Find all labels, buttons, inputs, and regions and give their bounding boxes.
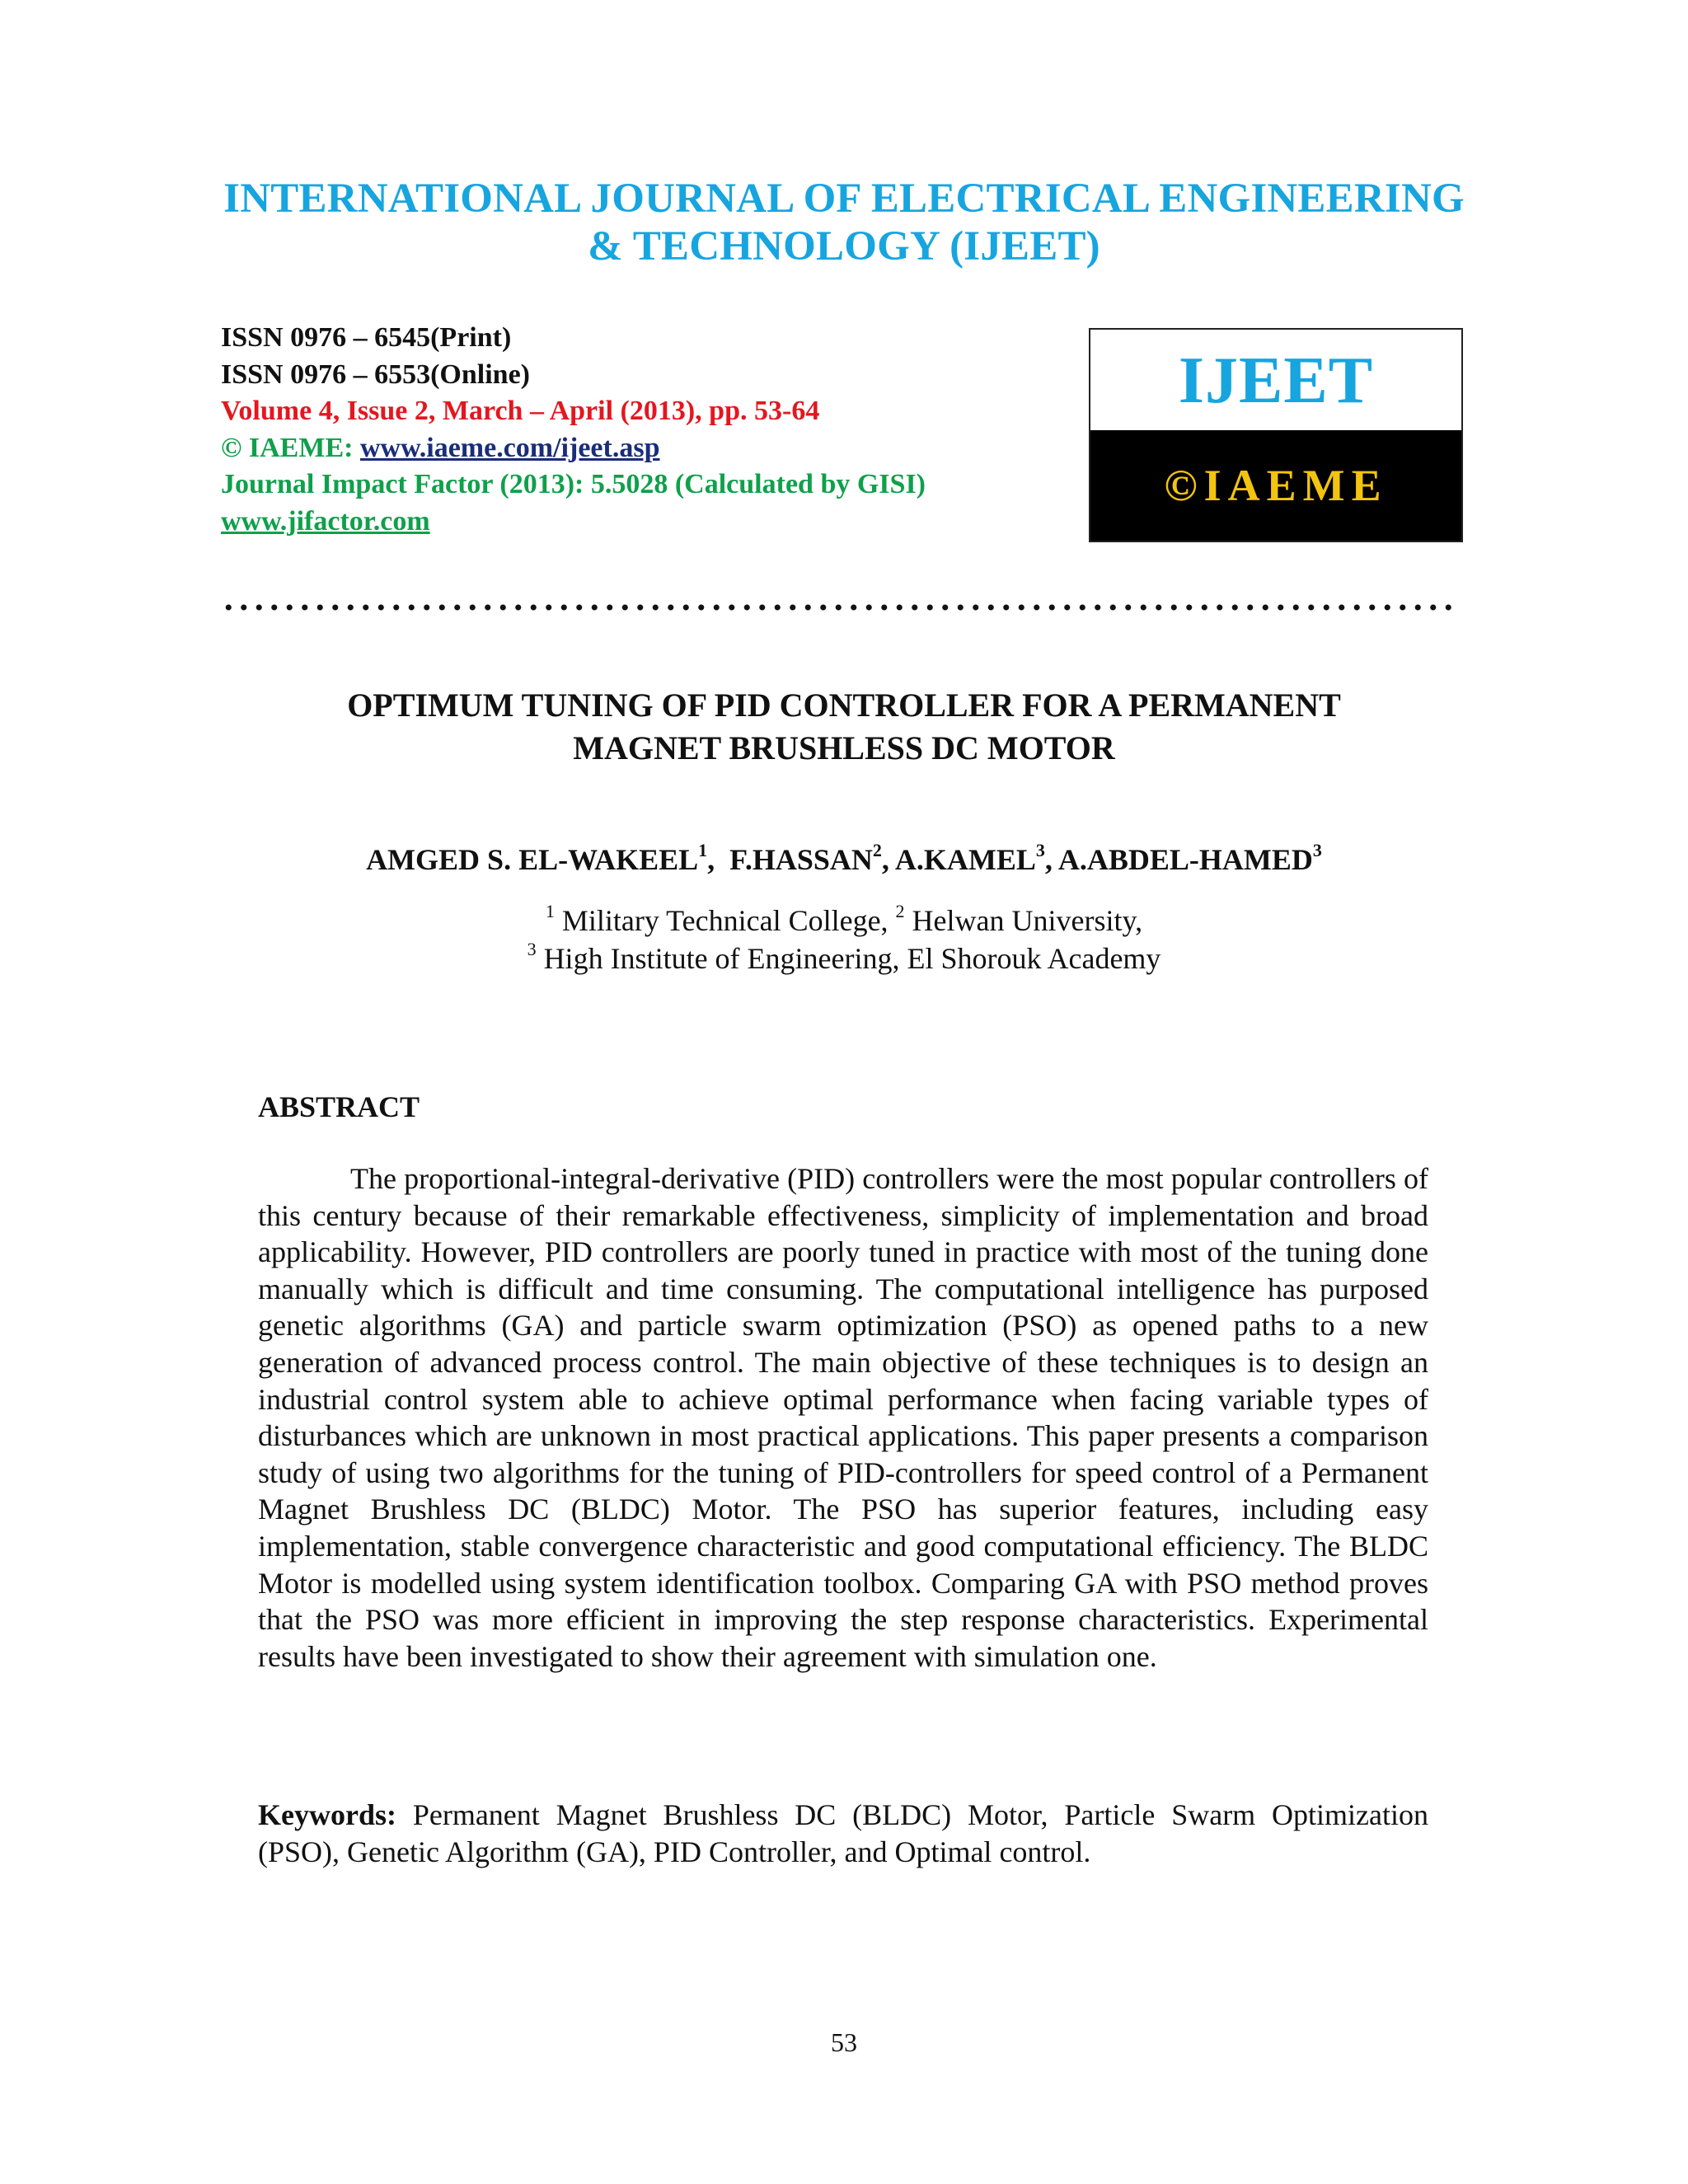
journal-title-line1: INTERNATIONAL JOURNAL OF ELECTRICAL ENGINEERING [223, 176, 1465, 222]
dotted-divider [221, 602, 1457, 613]
page-number: 53 [831, 2027, 857, 2057]
author-name: A.KAMEL [894, 843, 1036, 876]
affil-text: Helwan University, [904, 904, 1143, 937]
issn-online: ISSN 0976 – 6553(Online) [221, 359, 530, 390]
author-affil-mark: 3 [1312, 840, 1322, 860]
author-name: AMGED S. EL-WAKEEL [366, 843, 699, 876]
author-separator: , [881, 843, 895, 876]
journal-meta [221, 320, 926, 540]
jif-line [221, 504, 926, 541]
logo-ijeet-text: IJEET [1178, 344, 1374, 417]
publisher-line [221, 430, 926, 467]
affil-text: High Institute of Engineering, El Shorouk Academy [536, 942, 1161, 975]
author-affil-mark: 1 [698, 840, 708, 860]
keywords-text: Permanent Magnet Brushless DC (BLDC) Motor, Particle Swarm Optimization (PSO), Genetic Algorithm (GA), PID Controller, and Optimal control. [258, 1798, 1436, 1868]
paper-title [0, 684, 1688, 770]
journal-title-line2: & TECHNOLOGY (IJEET) [588, 223, 1100, 269]
author-affil-mark: 2 [872, 840, 882, 860]
author-separator: , [707, 843, 730, 876]
author-separator: , [1044, 843, 1058, 876]
affiliation-line1 [0, 902, 1688, 940]
keywords-label: Keywords: [258, 1798, 396, 1831]
paper-title-line2: MAGNET BRUSHLESS DC MOTOR [573, 729, 1115, 766]
jifactor-link[interactable]: www.jifactor.com [221, 505, 430, 537]
publisher-link[interactable]: www.iaeme.com/ijeet.asp [359, 432, 660, 463]
author-affil-mark: 3 [1035, 840, 1045, 860]
affil-text: Military Technical College, [554, 904, 896, 937]
impact-factor: Journal Impact Factor (2013): 5.5028 (Calculated by GISI) [221, 469, 926, 499]
author-name: A.ABDEL-HAMED [1057, 843, 1313, 876]
author-name: F.HASSAN [729, 843, 873, 876]
abstract-heading: ABSTRACT [258, 1090, 420, 1123]
author-list [0, 841, 1688, 879]
journal-title [0, 175, 1688, 270]
volume-info: Volume 4, Issue 2, March – April (2013), pp. 53-64 [221, 396, 820, 426]
issn-print: ISSN 0976 – 6545(Print) [221, 322, 512, 353]
logo-iaeme-text: ©IAEME [1090, 430, 1461, 541]
affiliations [0, 902, 1688, 977]
affil-mark: 2 [895, 901, 905, 921]
affil-mark: 3 [527, 939, 537, 959]
publisher-label: © IAEME: [221, 432, 360, 463]
keywords [258, 1797, 1436, 1870]
affil-mark: 1 [545, 901, 555, 921]
affiliation-line2 [0, 940, 1688, 977]
journal-logo [1089, 328, 1463, 542]
abstract-body: The proportional-integral-derivative (PID) controllers were the most popular controllers of this century because of their remarkable effectiveness, simplicity of implementation and broad applicability. However, PID controllers are poorly tuned in practice with most of the tuning done manually which is difficult and time consuming. The computational intelligence has purposed genetic algorithms (GA) and particle swarm optimization (PSO) as opened paths to a new generation of advanced process control. The main objective of these techniques is to design an industrial control system able to achieve optimal performance when facing variable types of disturbances which are unknown in most practical applications. This paper presents a comparison study of using two algorithms for the tuning of PID-controllers for speed control of a Permanent Magnet Brushless DC (BLDC) Motor. The PSO has superior features, including easy implementation, stable convergence characteristic and good computational efficiency. The BLDC Motor is modelled using system identification toolbox. Comparing GA with PSO method proves that the PSO was more efficient in improving the step response characteristics. Experimental results have been investigated to show their agreement with simulation one. [258, 1162, 1428, 1673]
paper-title-line1: OPTIMUM TUNING OF PID CONTROLLER FOR A PERMANENT [347, 687, 1341, 724]
